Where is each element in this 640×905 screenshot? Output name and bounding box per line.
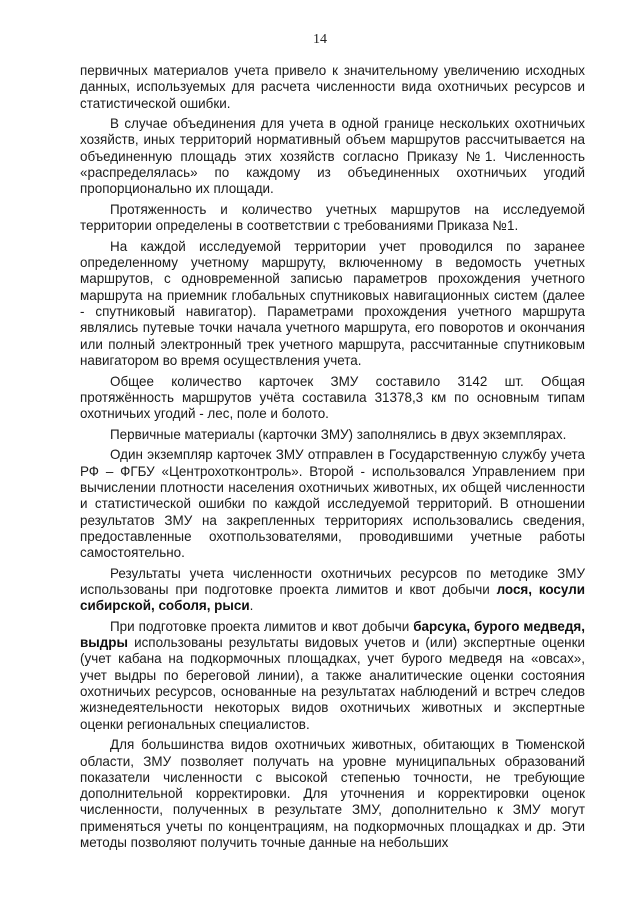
paragraph-text: Общее количество карточек ЗМУ составило 3142 шт. Общая протяжённость маршрутов учёта составила 31378,3 км по основным типам охотничьих угодий - лес, поле и болото. <box>80 373 585 422</box>
paragraph-text: . <box>249 598 254 614</box>
paragraph-text: использованы результаты видовых учетов и (или) экспертные оценки (учет кабана на подкормочных площадках, учет бурого медведя на «овсах», учет выдры по береговой линии), а также аналитические оценки состояния охотничьих ресурсов, основанные на результатах наблюдений и встреч следов жизнедеятельности некоторых видов охотничьих животных и экспертные оценки региональных специалистов. <box>80 635 585 732</box>
paragraph-text: Протяженность и количество учетных маршрутов на исследуемой территории определены в соответствии с требованиями Приказа №1. <box>80 201 585 234</box>
paragraph <box>80 239 585 369</box>
bold-species-list: лося, косули сибирской, соболя, рыси <box>80 581 585 614</box>
paragraph-text: первичных материалов учета привело к значительному увеличению исходных данных, используемых для расчета численности вида охотничьих ресурсов и статистической ошибки. <box>80 63 585 111</box>
paragraph-text: Один экземпляр карточек ЗМУ отправлен в Государственную службу учета РФ – ФГБУ «Центрохотконтроль». Второй - использовался Управлением при вычислении плотности населения охотничьих животных, их общей численности и статистической ошибки по каждой исследуемой территорий. В отношении результатов ЗМУ на закрепленных территориях использовались сведения, предоставленные охотпользователями, проводившими учетные работы самостоятельно. <box>80 447 585 561</box>
paragraph <box>80 374 585 423</box>
paragraph <box>80 566 585 615</box>
page-number: 14 <box>313 32 327 47</box>
paragraph <box>80 619 585 733</box>
bold-species-list: барсука, бурого медведя, выдры <box>80 618 585 651</box>
paragraph <box>80 737 585 851</box>
paragraph <box>80 427 585 443</box>
paragraph-text: В случае объединения для учета в одной границе нескольких охотничьих хозяйств, иных территорий нормативный объем маршрутов рассчитывается на объединенную площадь этих хозяйств согласно Приказу №1. Численность «распределялась» по каждому из объединенных охотничьих угодий пропорционально их площади. <box>80 116 585 197</box>
paragraph <box>80 63 585 112</box>
paragraph <box>80 116 585 197</box>
paragraph-text: При подготовке проекта лимитов и квот добычи <box>110 618 414 634</box>
paragraph-text: Результаты учета численности охотничьих ресурсов по методике ЗМУ использованы при подготовке проекта лимитов и квот добычи <box>80 565 585 597</box>
document-body <box>80 63 585 851</box>
paragraph <box>80 202 585 235</box>
paragraph-text: Для большинства видов охотничьих животных, обитающих в Тюменской области, ЗМУ позволяет получать на уровне муниципальных образований показатели численности с высокой степенью точности, не требующие дополнительной корректировки. Для уточнения и корректировки оценок численности, полученных в результате ЗМУ, дополнительно к ЗМУ могут применяться учеты по концентрациям, на подкормочных площадках и др. Эти методы позволяют получить точные данные на небольших <box>80 737 585 851</box>
paragraph <box>80 447 585 561</box>
paragraph-text: Первичные материалы (карточки ЗМУ) заполнялись в двух экземплярах. <box>110 426 567 442</box>
paragraph-text: На каждой исследуемой территории учет проводился по заранее определенному учетному маршруту, включенному в ведомость учетных маршрутов, с одновременной записью параметров прохождения учетного маршрута на приемник глобальных спутниковых навигационных систем (далее - спутниковый навигатор). Параметрами прохождения учетного маршрута являлись путевые точки начала учетного маршрута, его поворотов и окончания или полный электронный трек учетного маршрута, рассчитанные спутниковым навигатором во время осуществления учета. <box>80 238 585 368</box>
